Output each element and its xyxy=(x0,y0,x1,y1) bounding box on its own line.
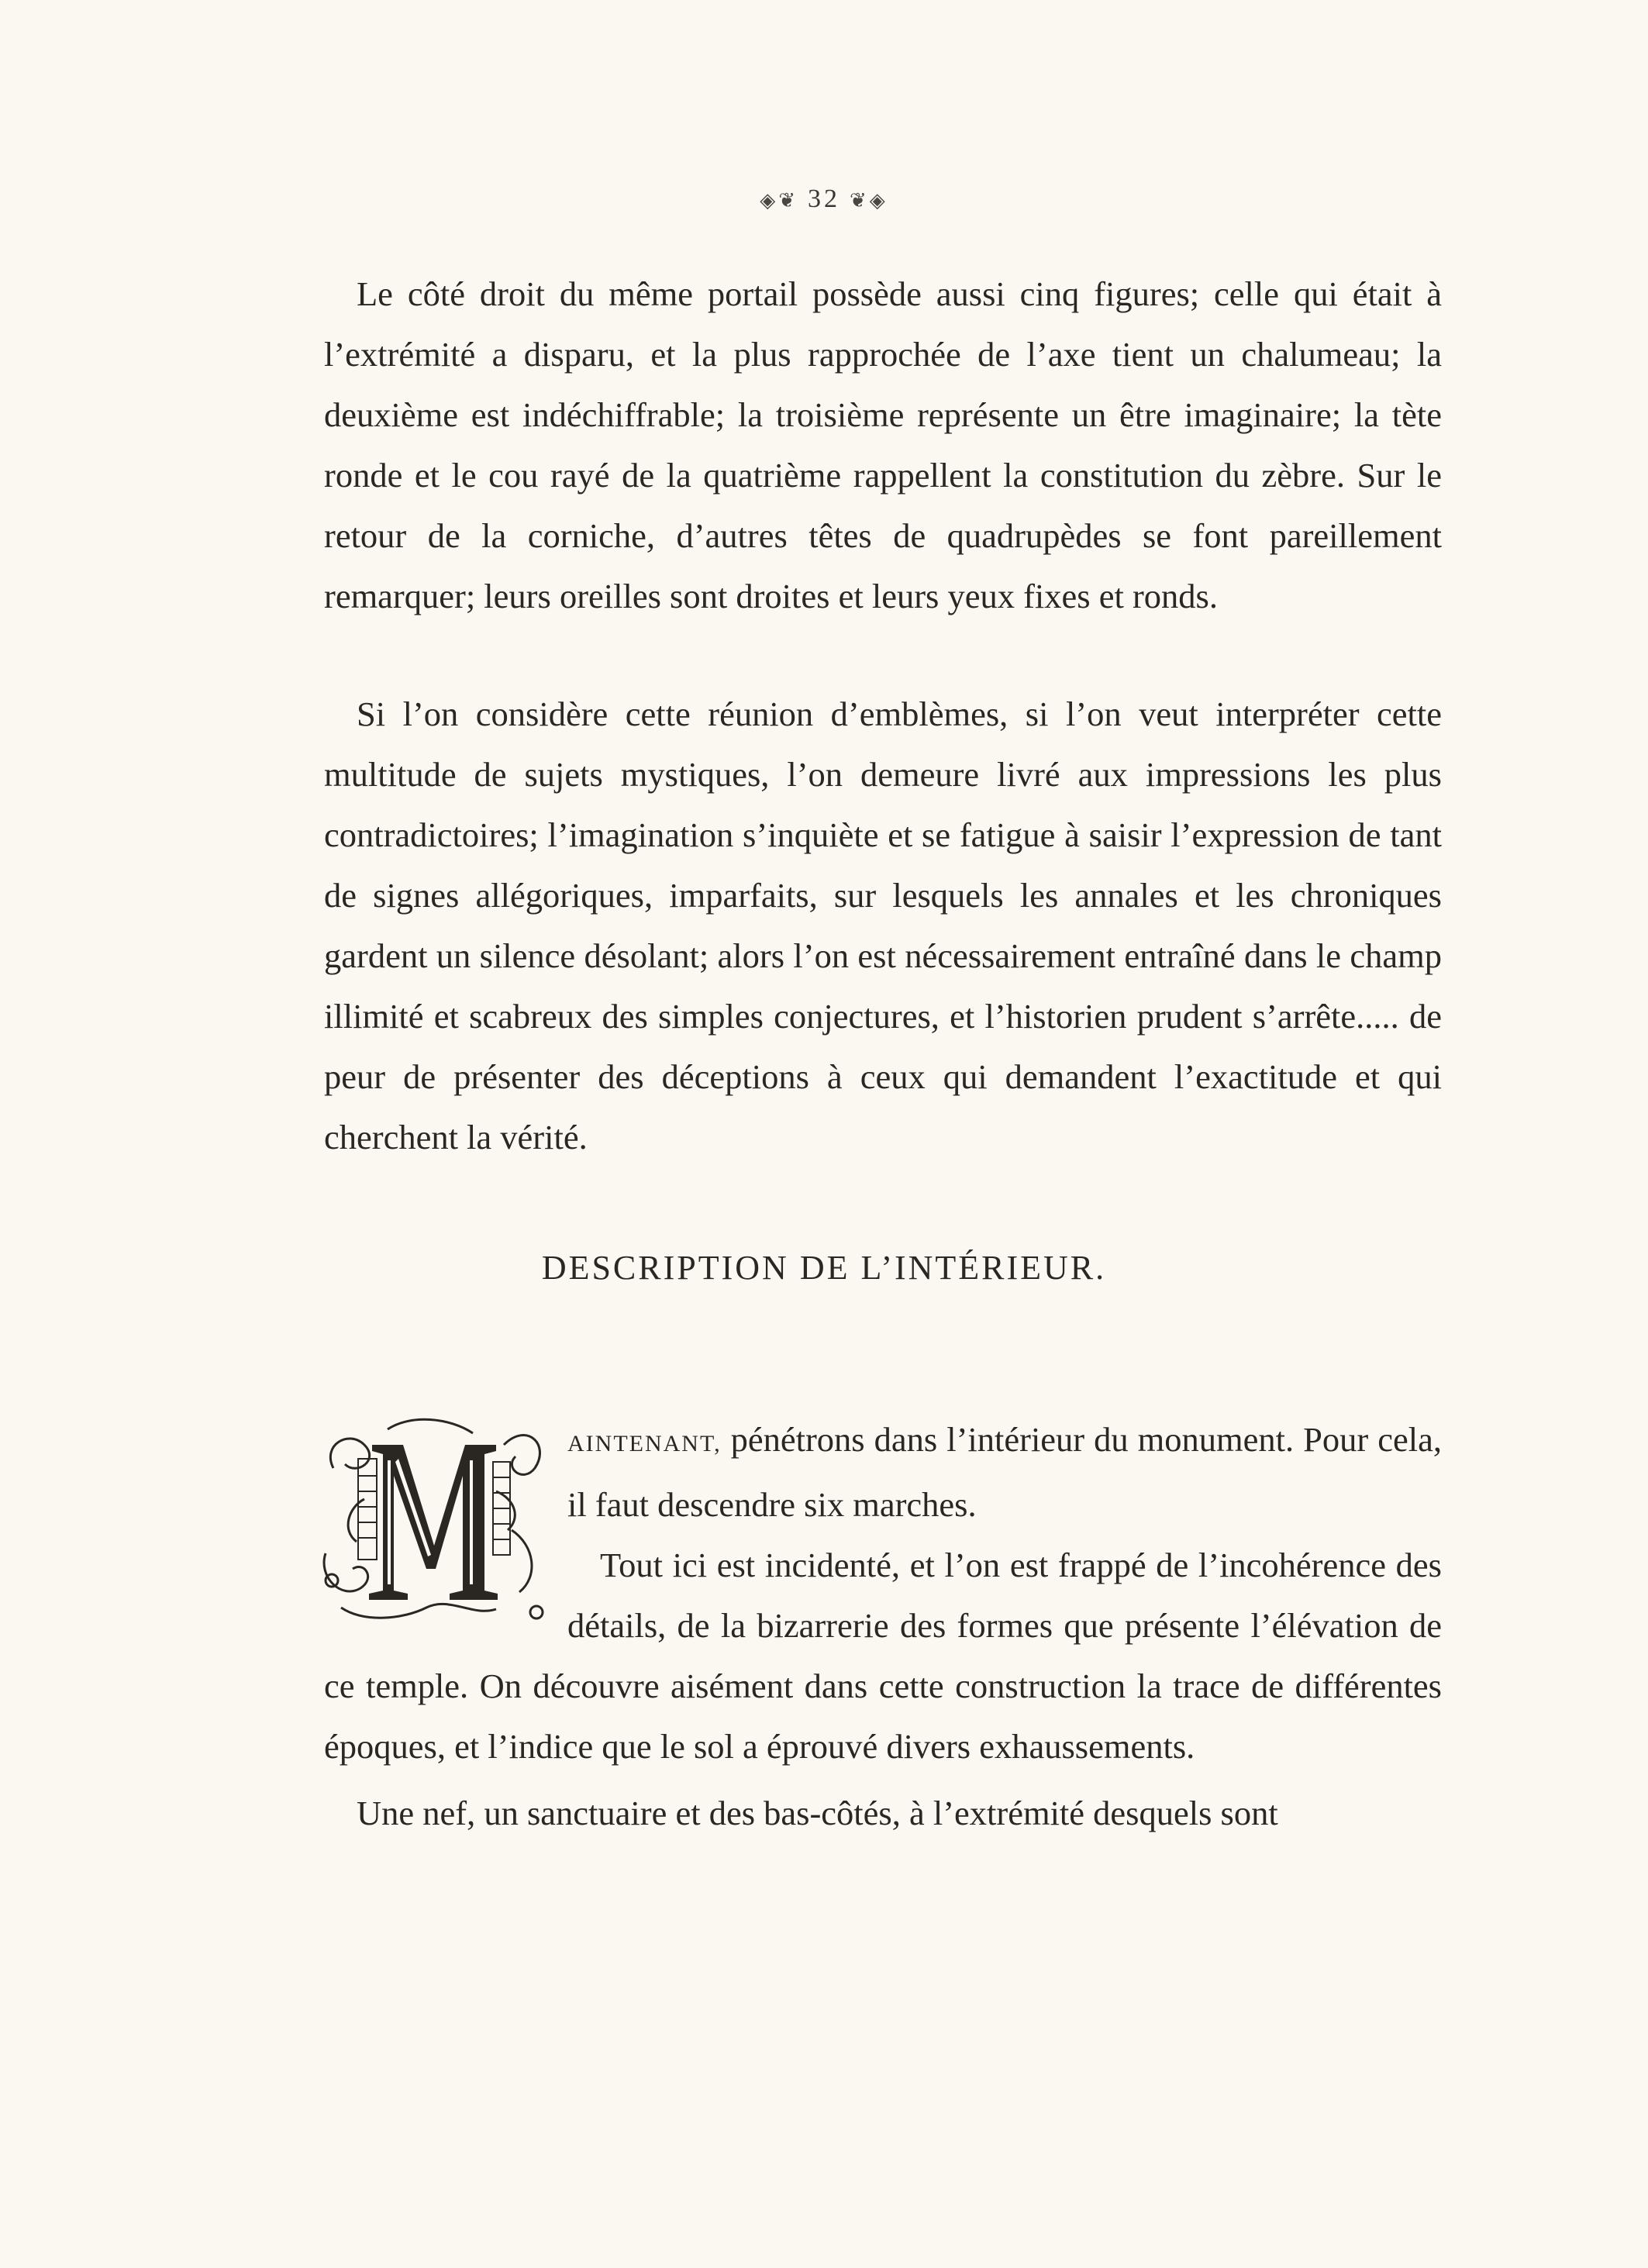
first-words-caps: AINTENANT, xyxy=(567,1431,722,1456)
paragraph: Le côté droit du même portail possède aussi cinq figures; celle qui était à l’extrémité a disparu, et la plus rapprochée de l’axe tient un chalumeau; la deuxième est indéchiffrable; la troisième représente un être imaginaire; la tète ronde et le cou rayé de la quatrième rappellent la constitution du zèbre. Sur le retour de la corniche, d’autres têtes de quadrupèdes se font pareillement remarquer; leurs oreilles sont droites et leurs yeux fixes et ronds. xyxy=(324,274,1442,615)
body-text-second xyxy=(324,684,1442,1167)
page-number: 32 xyxy=(808,184,840,213)
body-text-top xyxy=(324,264,1442,626)
ornamental-dropcap-m-icon xyxy=(318,1414,550,1628)
section-body xyxy=(324,1409,1442,1843)
page-number-header xyxy=(0,184,1648,214)
first-paragraph-text: pénétrons dans l’intérieur du monument. Pour cela, il faut descendre six marches. xyxy=(567,1420,1442,1524)
paragraph: Si l’on considère cette réunion d’emblèmes, si l’on veut interpréter cette multitude de sujets mystiques, l’on demeure livré aux impressions les plus contradictoires; l’imagination s’inquiète et se fatigue à saisir l’expression de tant de signes allégoriques, imparfaits, sur lesquels les annales et les chroniques gardent un silence désolant; alors l’on est nécessairement entraîné dans le champ illimité et scabreux des simples conjectures, et l’historien prudent s’arrête..... de peur de présenter des déceptions à ceux qui demandent l’exactitude et qui cherchent la vérité. xyxy=(324,695,1442,1156)
section-heading: DESCRIPTION DE L’INTÉRIEUR. xyxy=(541,1249,1107,1287)
paragraph: Tout ici est incidenté, et l’on est frappé de l’incohérence des détails, de la bizarrerie des formes que présente l’élévation de ce temple. On découvre aisément dans cette construction la trace de différentes époques, et l’indice que le sol a éprouvé divers exhaussements. xyxy=(324,1546,1442,1766)
right-ornament-icon: ❦◈ xyxy=(850,189,888,212)
paragraph: Une nef, un sanctuaire et des bas-côtés, à l’extrémité desquels sont xyxy=(357,1794,1278,1832)
left-ornament-icon: ◈❦ xyxy=(760,189,798,212)
